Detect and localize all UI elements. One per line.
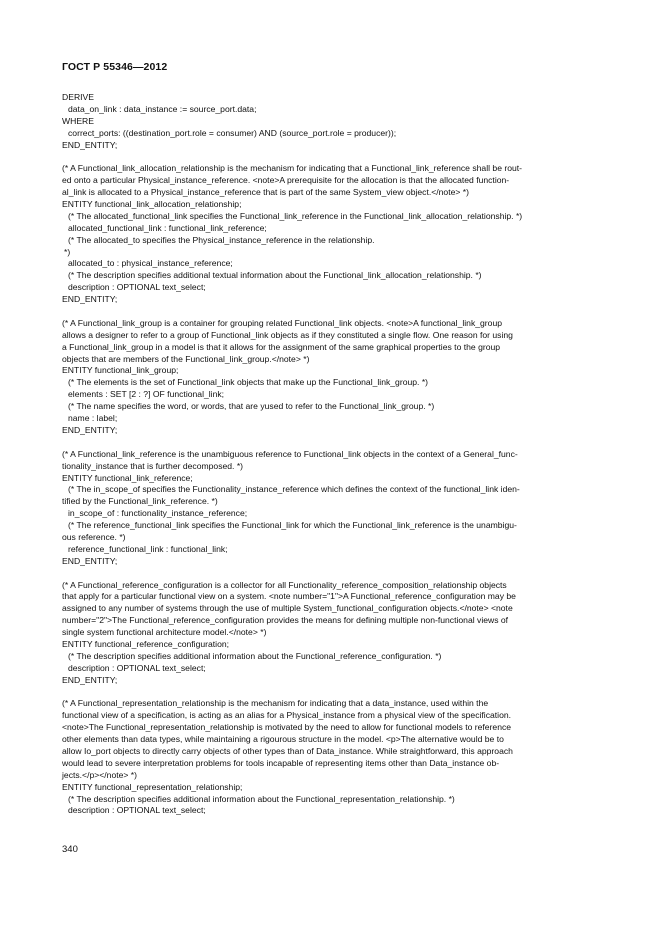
text-line: END_ENTITY; [62, 294, 118, 305]
text-line: (* A Functional_reference_configuration is a collector for all Functionality_reference_composition_relationship objects [62, 579, 507, 590]
text-line: (* The allocated_functional_link specifies the Functional_link_reference in the Functional_link_allocation_relationship. *) [68, 210, 523, 221]
text-line: <note>The Functional_representation_relationship is motivated by the need to allow for functional models to reference [62, 722, 512, 733]
text-block [62, 163, 602, 306]
text-block [62, 449, 602, 568]
text-line: (* The description specifies additional textual information about the Functional_link_allocation_relationship. *) [68, 270, 482, 281]
text-line: (* The description specifies additional information about the Functional_representation_relationship. *) [68, 793, 455, 804]
text-block [62, 318, 602, 437]
text-line: tionality_instance that is further decomposed. *) [62, 460, 244, 471]
text-line: functional view of a specification, is acting as an alias for a Physical_instance from a physical view of the specification. [62, 710, 512, 721]
text-line: (* The name specifies the word, or words, that are yused to refer to the Functional_link_group. *) [68, 401, 435, 412]
text-line: description : OPTIONAL text_select; [68, 282, 206, 293]
text-line: correct_ports: ((destination_port.role = consumer) AND (source_port.role = producer)); [68, 127, 397, 138]
text-line: name : label; [68, 413, 118, 424]
page-header-standard-title: ГОСТ Р 55346—2012 [62, 61, 168, 73]
text-line: description : OPTIONAL text_select; [68, 662, 206, 673]
text-line: ENTITY functional_link_reference; [62, 472, 193, 483]
text-line: that apply for a particular functional view on a system. <note number="1">A Functional_reference_configuration may be [62, 591, 516, 602]
text-line: reference_functional_link : functional_link; [68, 543, 228, 554]
text-line: allocated_to : physical_instance_reference; [68, 258, 233, 269]
text-line: single system functional architecture model.</note> *) [62, 627, 267, 638]
text-line: ous reference. *) [62, 531, 126, 542]
text-block [62, 580, 602, 687]
text-line: END_ENTITY; [62, 139, 118, 150]
text-line: ed onto a particular Physical_instance_reference. <note>A prerequisite for the allocation is that the allocated function- [62, 175, 510, 186]
text-line: assigned to any number of systems through the use of multiple System_functional_configuration objects.</note> <note [62, 603, 513, 614]
text-line: al_link is allocated to a Physical_instance_reference that is part of the same System_view object.</note> *) [62, 187, 469, 198]
text-line: data_on_link : data_instance := source_port.data; [68, 103, 257, 114]
text-line: (* A Functional_link_reference is the unambiguous reference to Functional_link objects in the context of a General_func- [62, 448, 518, 459]
text-line: ENTITY functional_representation_relationship; [62, 781, 243, 792]
text-line: description : OPTIONAL text_select; [68, 805, 206, 816]
text-line: (* The description specifies additional information about the Functional_reference_configuration. *) [68, 650, 442, 661]
express-schema-text [62, 92, 602, 829]
text-line: END_ENTITY; [62, 424, 118, 435]
text-line: number="2">The Functional_reference_configuration provides the means for defining multiple non-functional views of [62, 615, 509, 626]
text-line: (* The in_scope_of specifies the Functionality_instance_reference which defines the context of the functional_link iden- [68, 484, 520, 495]
page-number: 340 [62, 844, 78, 855]
text-line: objects that are members of the Functional_link_group.</note> *) [62, 353, 310, 364]
text-line: WHERE [62, 115, 94, 126]
text-line: *) [64, 246, 71, 257]
text-block [62, 698, 602, 817]
text-line: (* A Functional_representation_relationship is the mechanism for indicating that a data_instance, used within the [62, 698, 489, 709]
text-line: allocated_functional_link : functional_link_reference; [68, 222, 267, 233]
text-line: tified by the Functional_link_reference. *) [62, 496, 218, 507]
text-line: (* The reference_functional_link specifies the Functional_link for which the Functional_link_reference is the unambigu- [68, 520, 517, 531]
text-line: in_scope_of : functionality_instance_reference; [68, 508, 248, 519]
text-line: (* A Functional_link_group is a container for grouping related Functional_link objects. <note>A functional_link_group [62, 317, 502, 328]
text-line: END_ENTITY; [62, 674, 118, 685]
text-line: DERIVE [62, 92, 94, 102]
text-line: ENTITY functional_link_group; [62, 365, 179, 376]
text-line: elements : SET [2 : ?] OF functional_link; [68, 389, 225, 400]
text-line: other elements than data types, while maintaining a rigourous structure in the model. <p>The alternative would be to [62, 734, 504, 745]
text-line: (* The allocated_to specifies the Physical_instance_reference in the relationship. [68, 234, 375, 245]
text-line: ENTITY functional_reference_configuration; [62, 638, 230, 649]
text-line: ENTITY functional_link_allocation_relationship; [62, 199, 242, 210]
text-line: allow Io_port objects to directly carry objects of other types than of Data_instance. While straightforward, this approach [62, 745, 513, 756]
text-line: (* A Functional_link_allocation_relationship is the mechanism for indicating that a Functional_link_reference shall be rout- [62, 163, 523, 174]
text-line: allows a designer to refer to a group of Functional_link objects as if they constituted a single flow. One reason for using [62, 329, 513, 340]
text-line: (* The elements is the set of Functional_link objects that make up the Functional_link_group. *) [68, 377, 429, 388]
text-line: END_ENTITY; [62, 555, 118, 566]
text-line: would lead to severe interpretation problems for tools incapable of representing items other than Data_instance ob- [62, 757, 500, 768]
text-block [62, 92, 602, 151]
text-line: jects.</p></note> *) [62, 769, 138, 780]
text-line: a Functional_link_group in a model is that it allows for the assignment of the same graphical properties to the group [62, 341, 501, 352]
